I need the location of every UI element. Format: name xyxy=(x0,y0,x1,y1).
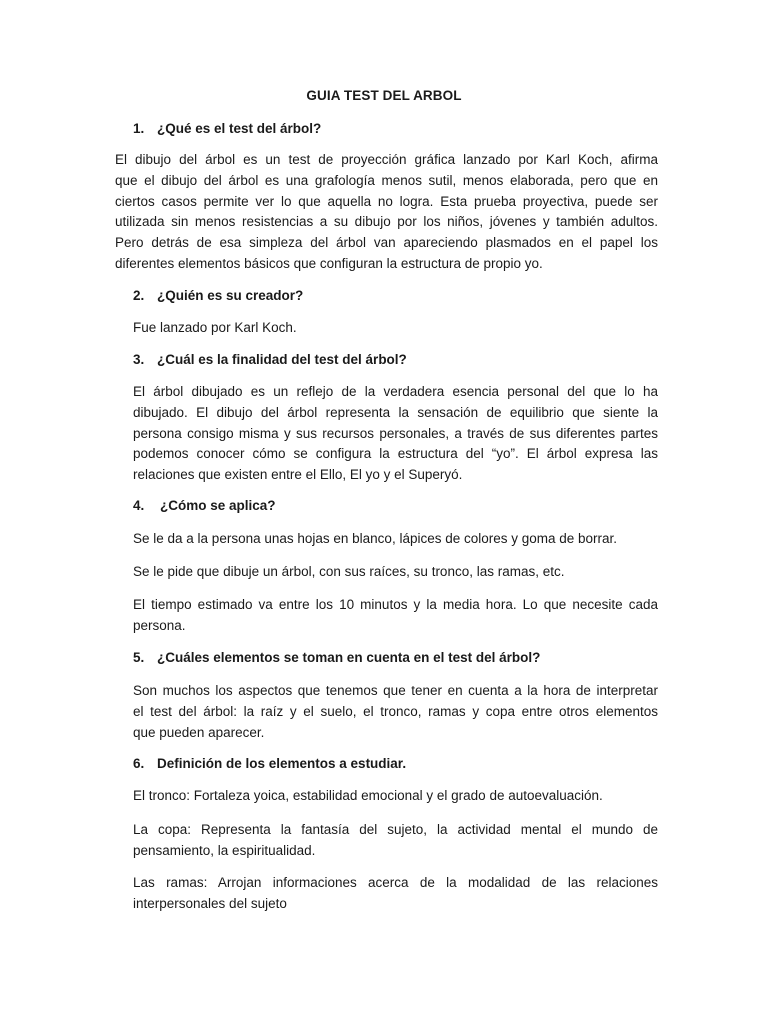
section-title: ¿Quién es su creador? xyxy=(157,288,304,303)
paragraph-line: El árbol dibujado es un reflejo de la verdadera esencia personal del que lo ha xyxy=(133,384,658,399)
paragraph-line: utilizada sin menos resistencias a su dibujo por los niños, jóvenes y también adultos. xyxy=(115,214,658,230)
section-1-paragraph xyxy=(115,150,658,275)
section-number: 6. xyxy=(133,756,145,771)
section-4-paragraph-2: Se le pide que dibuje un árbol, con sus raíces, su tronco, las ramas, etc. xyxy=(133,564,565,579)
paragraph-line: podemos conocer cómo se configura la estructura del “yo”. El árbol expresa las xyxy=(133,446,658,462)
section-2-heading xyxy=(133,288,303,303)
section-number: 5. xyxy=(133,650,145,665)
paragraph-line: pensamiento, la espiritualidad. xyxy=(133,842,316,858)
paragraph-line: Pero detrás de esa simpleza del árbol van apareciendo plasmados en el papel los xyxy=(115,235,658,251)
paragraph-line: que el dibujo del árbol es una grafología menos sutil, menos elaborada, pero que en xyxy=(115,172,658,188)
paragraph-line: persona consigo misma y sus recursos personales, a través de sus diferentes partes xyxy=(133,425,658,441)
section-5-paragraph xyxy=(133,681,658,743)
paragraph-line: diferentes elementos básicos que configuran la estructura de propio yo. xyxy=(115,255,543,271)
paragraph-line: relaciones que existen entre el Ello, El yo y el Superyó. xyxy=(133,467,463,483)
section-3-heading xyxy=(133,352,407,367)
paragraph-line: El tiempo estimado va entre los 10 minutos y la media hora. Lo que necesite cada xyxy=(133,597,658,612)
section-3-paragraph xyxy=(133,382,658,486)
section-1-heading xyxy=(133,121,321,136)
paragraph-line: dibujado. El dibujo del árbol representa la sensación de equilibrio que siente la xyxy=(133,404,658,420)
section-5-heading xyxy=(133,650,540,665)
paragraph-line: ciertos casos permite ver lo que aquella no logra. Esta prueba proyectiva, puede ser xyxy=(115,193,658,209)
paragraph-line: el test del árbol: la raíz y el suelo, el tronco, ramas y copa entre otros elementos xyxy=(133,703,658,719)
section-number: 3. xyxy=(133,352,145,367)
paragraph-line: Son muchos los aspectos que tenemos que tener en cuenta a la hora de interpretar xyxy=(133,683,658,698)
paragraph-line: que pueden aparecer. xyxy=(133,724,265,740)
document-title: GUIA TEST DEL ARBOL xyxy=(306,88,462,103)
section-number: 1. xyxy=(133,121,145,136)
paragraph-line: interpersonales del sujeto xyxy=(133,895,287,911)
section-title: ¿Cuál es la finalidad del test del árbol? xyxy=(157,352,407,367)
paragraph-line: Las ramas: Arrojan informaciones acerca de la modalidad de las relaciones xyxy=(133,875,658,890)
section-2-paragraph: Fue lanzado por Karl Koch. xyxy=(133,320,297,335)
section-number: 2. xyxy=(133,288,145,303)
section-4-heading xyxy=(133,498,276,513)
section-title: Definición de los elementos a estudiar. xyxy=(157,756,407,771)
section-6-paragraph-1: El tronco: Fortaleza yoica, estabilidad emocional y el grado de autoevaluación. xyxy=(133,788,603,803)
section-4-paragraph-1: Se le da a la persona unas hojas en blanco, lápices de colores y goma de borrar. xyxy=(133,531,618,546)
section-6-paragraph-3 xyxy=(133,873,658,915)
section-number: 4. xyxy=(133,498,145,513)
paragraph-line: persona. xyxy=(133,617,186,633)
section-title: ¿Cómo se aplica? xyxy=(160,498,276,513)
section-title: ¿Cuáles elementos se toman en cuenta en el test del árbol? xyxy=(157,650,541,665)
paragraph-line: La copa: Representa la fantasía del sujeto, la actividad mental el mundo de xyxy=(133,822,658,837)
section-6-heading xyxy=(133,756,406,771)
section-4-paragraph-3 xyxy=(133,595,658,637)
section-6-paragraph-2 xyxy=(133,820,658,862)
section-title: ¿Qué es el test del árbol? xyxy=(157,121,322,136)
paragraph-line: El dibujo del árbol es un test de proyección gráfica lanzado por Karl Koch, afirma xyxy=(115,152,658,167)
